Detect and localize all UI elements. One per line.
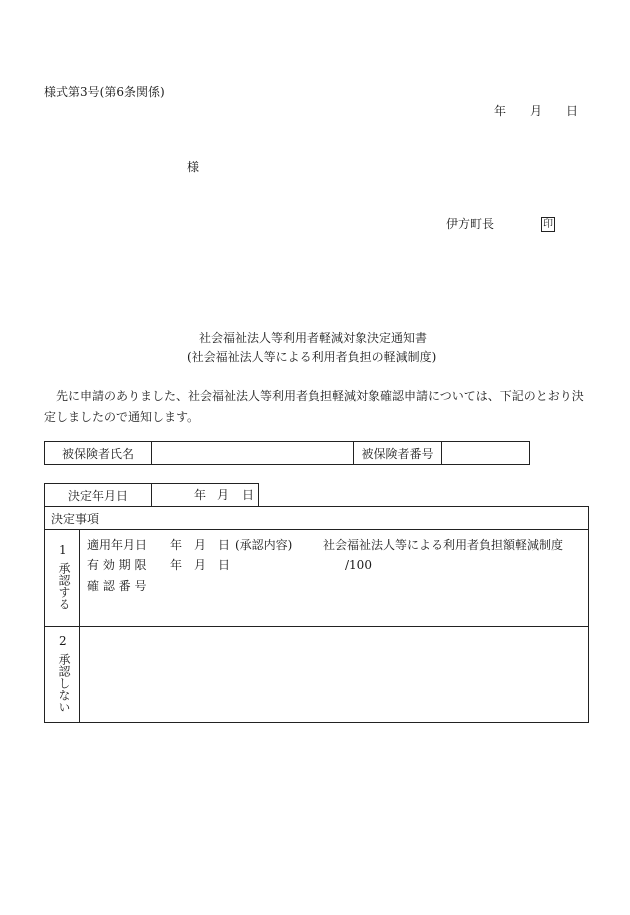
- expiry-month: 月: [194, 558, 207, 572]
- decision-items-label: 決定事項: [51, 512, 100, 526]
- start-date-label: 適用年月日: [87, 538, 148, 552]
- date-day: 日: [566, 104, 579, 118]
- decision-day: 日: [242, 488, 255, 502]
- approve-label: 承認する: [57, 562, 71, 610]
- decision-month: 月: [217, 488, 230, 502]
- approval-content-label: (承認内容): [235, 538, 293, 552]
- insured-number-label: 被保険者番号: [361, 446, 434, 461]
- document-title: 社会福祉法人等利用者軽減対象決定通知書: [199, 331, 428, 345]
- reject-number: 2: [59, 634, 67, 648]
- document-subtitle: (社会福祉法人等による利用者負担の軽減制度): [187, 350, 437, 364]
- expiry-day: 日: [218, 558, 231, 572]
- start-day: 日: [218, 538, 231, 552]
- decision-items-table: [44, 506, 589, 723]
- decision-date-label: 決定年月日: [67, 488, 128, 503]
- insured-name-field[interactable]: [152, 442, 353, 464]
- expiry-year: 年: [170, 558, 183, 572]
- decision-year: 年: [194, 488, 207, 502]
- decision-date-table: [44, 483, 259, 507]
- seal-stamp: 印: [543, 219, 553, 230]
- body-text: 先に申請のありました、社会福祉法人等利用者負担軽減対象確認申請については、下記のとおり決定しましたので通知します。: [44, 389, 584, 424]
- addressee-suffix: 様: [187, 160, 200, 174]
- reduction-ratio: /100: [345, 558, 372, 572]
- approval-content: 社会福祉法人等による利用者負担額軽減制度: [323, 538, 564, 552]
- approve-number: 1: [59, 543, 67, 557]
- insured-info-table: [44, 441, 530, 465]
- form-code: 様式第3号(第6条関係): [44, 85, 165, 99]
- start-year: 年: [170, 538, 183, 552]
- reject-label: 承認しない: [57, 653, 71, 713]
- confirmation-number-label: 確 認 番 号: [87, 579, 147, 593]
- date-month: 月: [530, 104, 543, 118]
- date-year: 年: [494, 104, 507, 118]
- expiry-label: 有 効 期 限: [87, 558, 147, 572]
- issuer: 伊方町長: [446, 217, 495, 231]
- start-month: 月: [194, 538, 207, 552]
- insured-number-field[interactable]: [442, 442, 529, 464]
- insured-name-label: 被保険者氏名: [61, 446, 134, 461]
